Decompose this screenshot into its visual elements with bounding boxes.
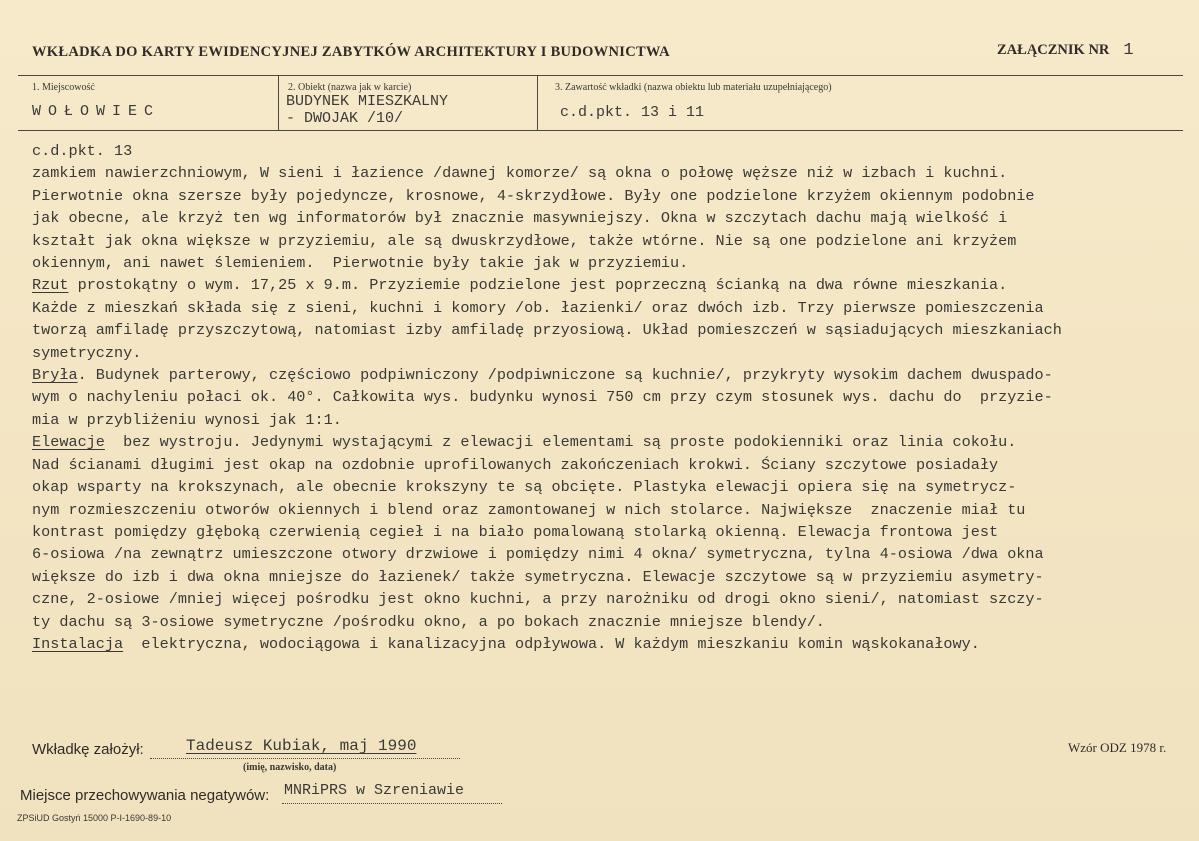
object-value-line2: - DWOJAK /10/ (286, 110, 404, 127)
text-line-content: większe do izb i dwa okna mniejsze do łazienek/ także symetryczna. Elewacje szczytowe są w przyziemiu asymetry- (32, 567, 1044, 586)
text-line (32, 364, 1182, 386)
contents-value: c.d.pkt. 13 i 11 (560, 104, 705, 121)
text-line-content: bez wystroju. Jedynymi wystającymi z elewacji elementami są proste podokienniki oraz linia cokołu. (104, 433, 1017, 452)
author-line (150, 758, 460, 759)
text-line (32, 207, 1182, 229)
text-line-content: mia w przybliżeniu wynosi jak 1:1. (32, 410, 342, 429)
locality-label: 1. Miejscowość (32, 82, 95, 93)
print-info: ZPSiUD Gostyń 15000 P-I-1690-89-10 (17, 813, 172, 823)
header-rule-top (18, 75, 1183, 76)
text-line-content: Pierwotnie okna szersze były pojedyncze, krosnowe, 4-skrzydłowe. Były one podzielone krzyżem okiennym podobnie (32, 186, 1035, 205)
text-line-content: elektryczna, wodociągowa i kanalizacyjna odpływowa. W każdym mieszkaniu komin wąskokanałowy. (123, 634, 980, 653)
text-line-content: jak obecne, ale krzyż ten wg informatorów był znacznie masywniejszy. Okna w szczytach dachu mają wielkość i (32, 209, 1008, 228)
text-line (32, 386, 1182, 408)
author-label: Wkładkę założył: (32, 741, 144, 758)
storage-label: Miejsce przechowywania negatywów: (20, 787, 270, 804)
header-rule-bottom (18, 130, 1183, 131)
author-value: Tadeusz Kubiak, maj 1990 (186, 737, 417, 755)
text-line (32, 566, 1182, 588)
object-label: 2. Obiekt (nazwa jak w karcie) (288, 82, 412, 93)
text-line (32, 543, 1182, 565)
text-line-content: zamkiem nawierzchniowym, W sieni i łazience /dawnej komorze/ są okna o połowę węższe niż w izbach i kuchni. (32, 164, 1008, 183)
text-line-content: Nad ścianami długimi jest okap na ozdobnie uprofilowanych zakończeniach krokwi. Ściany szczytowe posiadały (32, 455, 999, 474)
section-heading: Bryła (32, 366, 78, 385)
text-line (32, 611, 1182, 633)
text-line (32, 319, 1182, 341)
card-title: WKŁADKA DO KARTY EWIDENCYJNEJ ZABYTKÓW ARCHITEKTURY I BUDOWNICTWA (32, 44, 670, 60)
contents-label: 3. Zawartość wkładki (nazwa obiektu lub materiału uzupełniającego) (555, 82, 832, 93)
text-line-content: nym rozmieszczeniu otworów okiennych i blend oraz zamontowanej w nich stolarce. Największe znaczenie miał tu (32, 500, 1026, 519)
storage-value: MNRiPRS w Szreniawie (284, 782, 465, 799)
annex-label-text: ZAŁĄCZNIK NR (997, 42, 1110, 58)
text-line-content: ty dachu są 3-osiowe symetryczne /pośrodku okno, a po bokach znacznie mniejsze blendy/. (32, 612, 825, 631)
object-value-line1: BUDYNEK MIESZKALNY (286, 93, 449, 110)
section-heading: Instalacja (32, 634, 124, 653)
annex-label (997, 41, 1134, 60)
text-line (32, 185, 1182, 207)
text-line-content: wym o nachyleniu połaci ok. 40°. Całkowita wys. budynku wynosi 750 cm przy czym stosunek wys. dachu do przyzie- (32, 388, 1053, 407)
model-label: Wzór ODZ 1978 r. (1068, 740, 1167, 755)
field-divider-1 (278, 75, 279, 131)
text-line (32, 140, 1182, 162)
text-line (32, 476, 1182, 498)
text-line-content: Każde z mieszkań składa się z sieni, kuchni i komory /ob. łazienki/ oraz dwóch izb. Trzy pierwsze pomieszczenia (32, 298, 1044, 317)
text-line (32, 499, 1182, 521)
text-line (32, 521, 1182, 543)
storage-line (282, 803, 502, 804)
author-sublabel: (imię, nazwisko, data) (243, 762, 337, 773)
text-line (32, 230, 1182, 252)
text-line (32, 342, 1182, 364)
text-line (32, 162, 1182, 184)
locality-value: WOŁOWIEC (32, 103, 161, 120)
text-line-content: okiennym, ani nawet ślemieniem. Pierwotnie były takie jak w przyziemiu. (32, 254, 689, 273)
text-line-content: czne, 2-osiowe /mniej więcej pośrodku jest okno kuchni, a przy narożniku od drogi okno sieni/, natomiast szczy- (32, 590, 1044, 609)
text-line (32, 431, 1182, 453)
text-line (32, 633, 1182, 655)
text-line-content: symetryczny. (32, 343, 142, 362)
text-line (32, 588, 1182, 610)
text-line-content: c.d.pkt. 13 (32, 142, 133, 160)
section-heading: Rzut (32, 276, 69, 295)
text-line (32, 454, 1182, 476)
text-line-content: kontrast pomiędzy głęboką czerwienią cegieł i na biało pomalowaną stolarką okienną. Elewacja frontowa jest (32, 522, 999, 541)
field-divider-2 (537, 75, 538, 131)
text-line-content: tworzą amfiladę przyszczytową, natomiast izby amfiladę przyosiową. Układ pomieszczeń w sąsiadujących mieszkaniach (32, 321, 1062, 340)
annex-number: 1 (1123, 41, 1134, 60)
text-line-content: kształt jak okna większe w przyziemiu, ale są dwuskrzydłowe, także wtórne. Nie są one podzielone ani krzyżem (32, 231, 1017, 250)
text-line (32, 297, 1182, 319)
description-text (32, 140, 1182, 655)
text-line (32, 274, 1182, 296)
text-line (32, 252, 1182, 274)
text-line-content: okap wsparty na krokszynach, ale obecnie krokszyny te są obcięte. Plastyka elewacji opiera się na symetrycz- (32, 478, 1017, 497)
text-line-content: prostokątny o wym. 17,25 x 9.m. Przyziemie podzielone jest poprzeczną ścianką na dwa równe mieszkania. (68, 276, 1008, 295)
text-line-content: . Budynek parterowy, częściowo podpiwniczony /podpiwniczone są kuchnie/, przykryty wysokim dachem dwuspado- (77, 366, 1053, 385)
text-line (32, 409, 1182, 431)
text-line-content: 6-osiowa /na zewnątrz umieszczone otwory drzwiowe i pomiędzy nimi 4 okna/ symetryczna, tylna 4-osiowa /dwa okna (32, 545, 1044, 564)
section-heading: Elewacje (32, 433, 105, 452)
